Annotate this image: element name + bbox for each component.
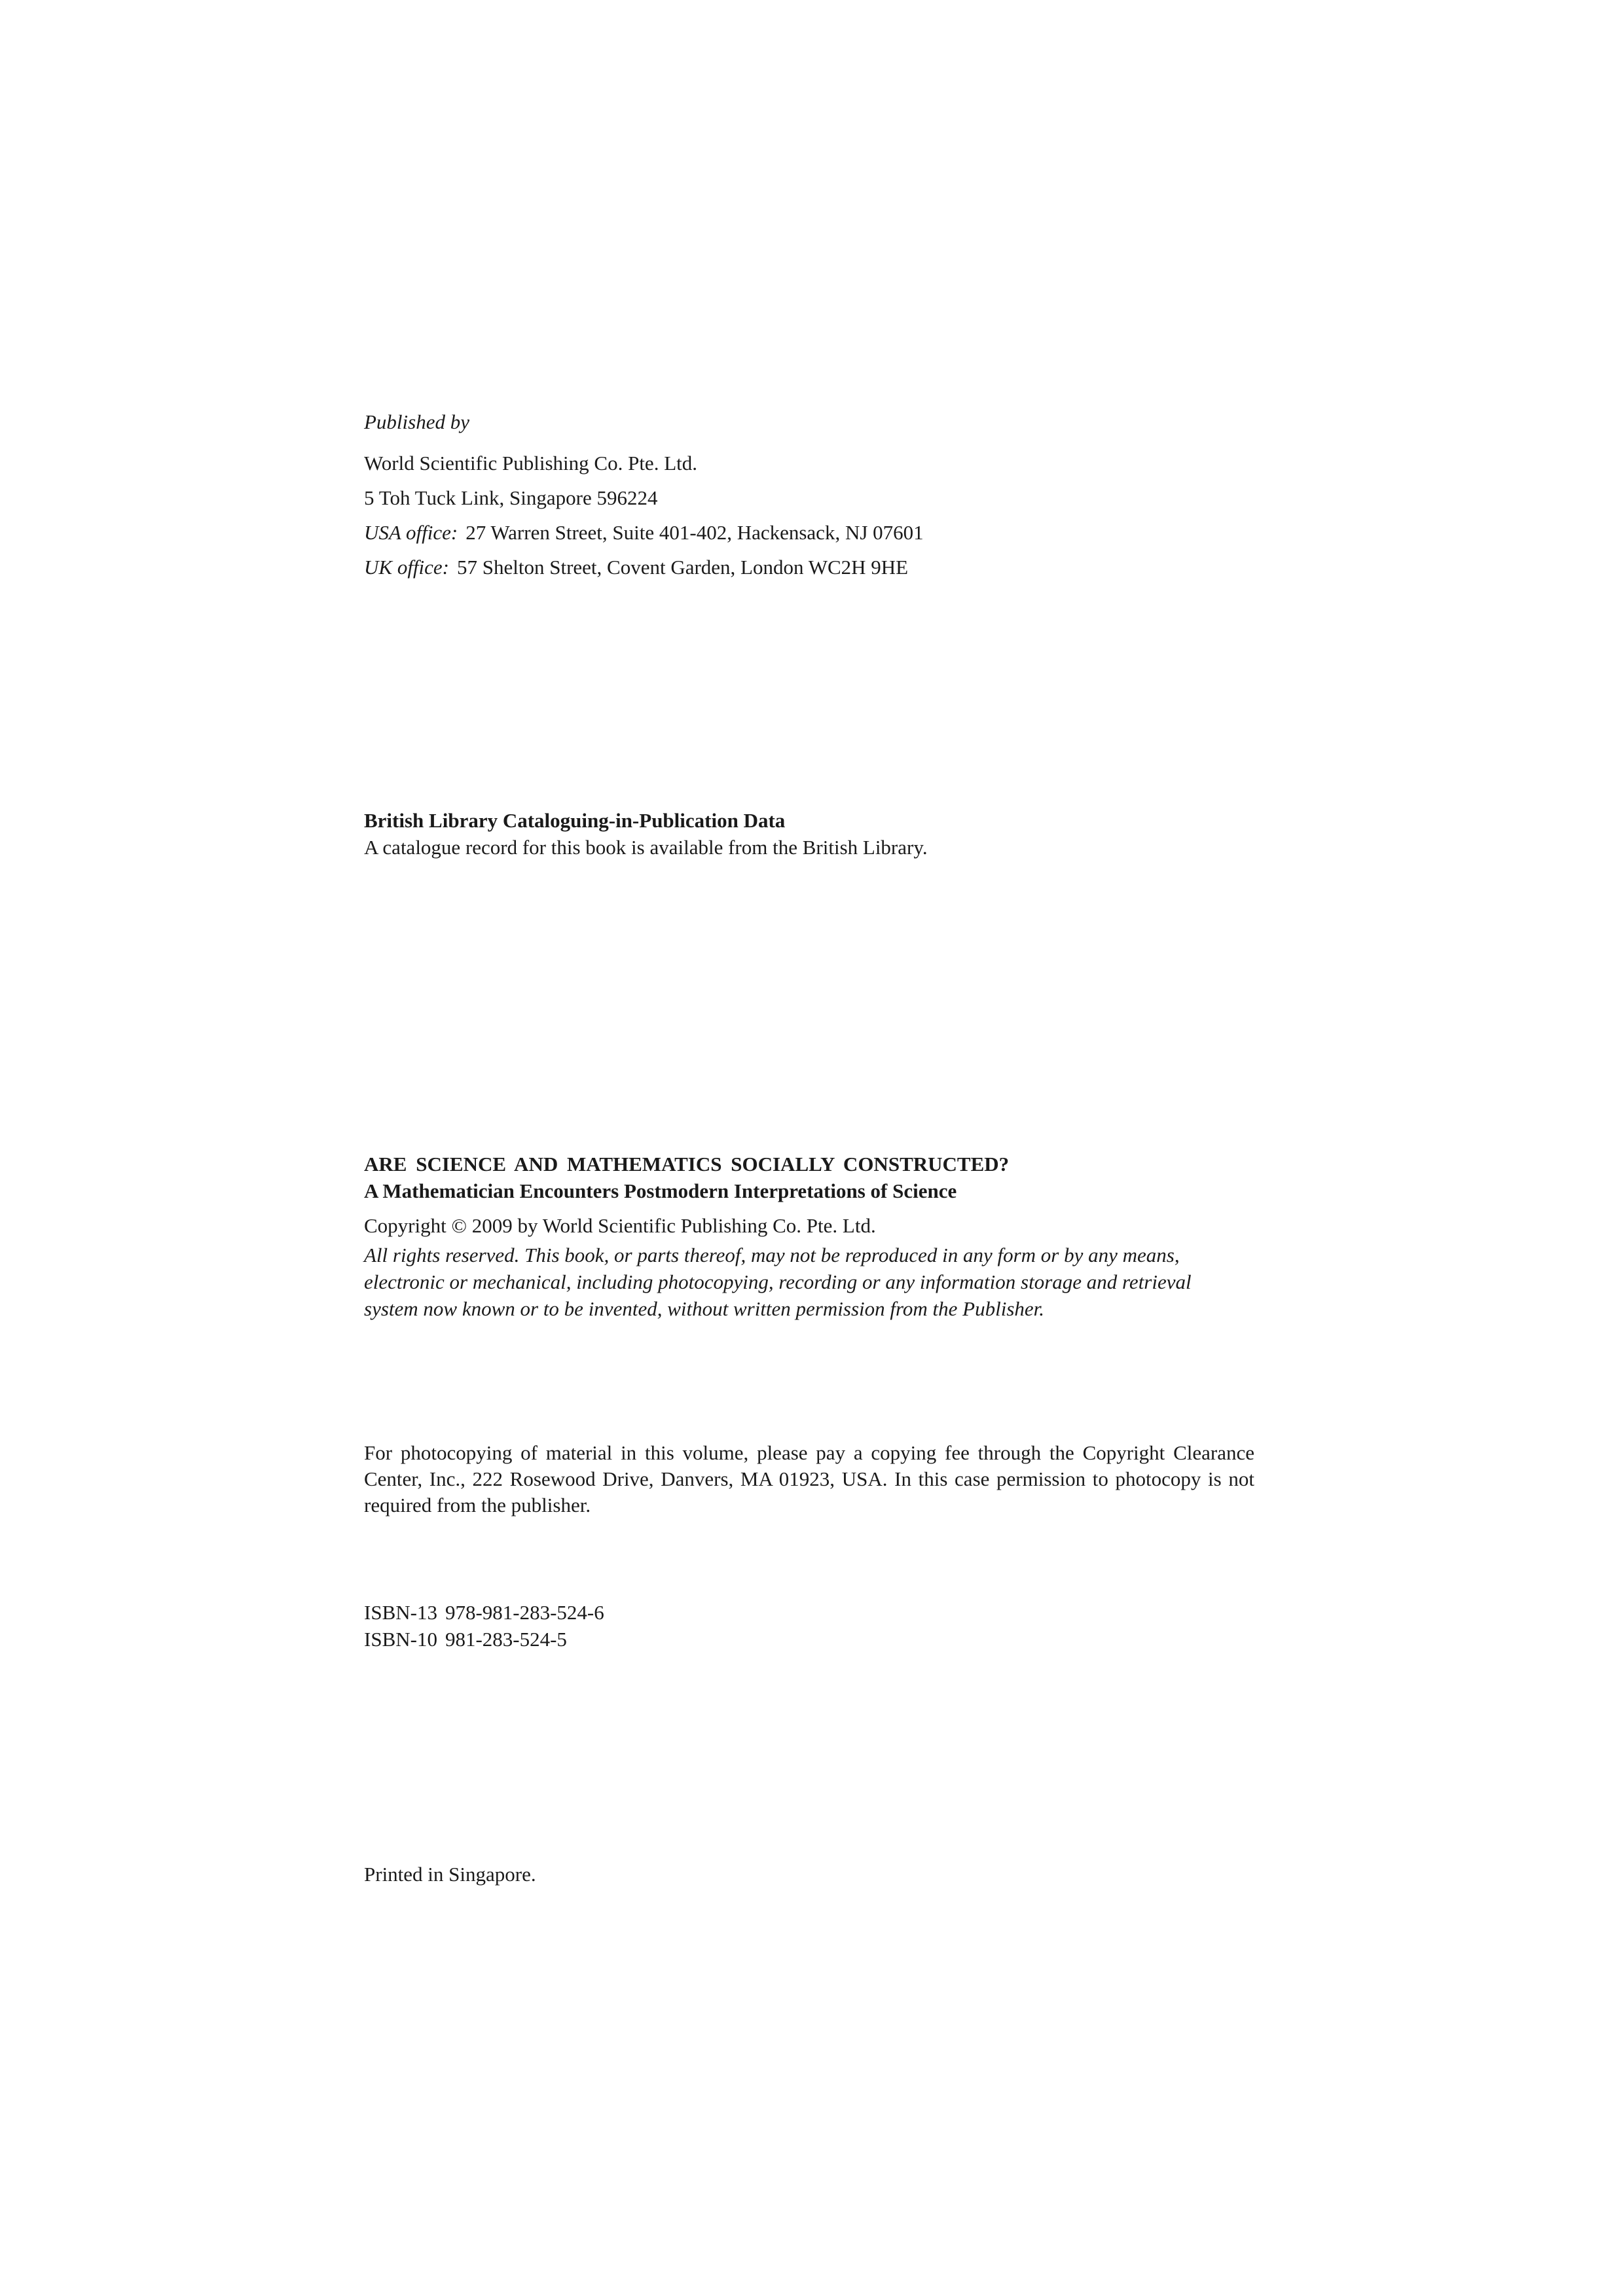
book-title: ARE SCIENCE AND MATHEMATICS SOCIALLY CONSTRUCTED? <box>364 1153 1010 1175</box>
publisher-block <box>364 408 1254 581</box>
published-by-label: Published by <box>364 410 469 433</box>
usa-office-line <box>364 519 1254 546</box>
isbn-13-label: ISBN-13 <box>364 1601 437 1624</box>
isbn-block <box>364 1599 1254 1653</box>
copyright-block <box>364 1151 1254 1322</box>
uk-office-line <box>364 554 1254 581</box>
isbn-13-line <box>364 1599 1254 1626</box>
copyright-line: Copyright © 2009 by World Scientific Publishing Co. Pte. Ltd. <box>364 1214 876 1237</box>
book-subtitle: A Mathematician Encounters Postmodern Interpretations of Science <box>364 1179 957 1202</box>
usa-office-address: 27 Warren Street, Suite 401-402, Hackensack, NJ 07601 <box>465 521 924 544</box>
publisher-name: World Scientific Publishing Co. Pte. Ltd. <box>364 452 697 475</box>
uk-office-address: 57 Shelton Street, Covent Garden, London WC2H 9HE <box>457 556 909 579</box>
isbn-10-line <box>364 1626 1254 1653</box>
isbn-13-value: 978-981-283-524-6 <box>445 1601 604 1624</box>
cip-text: A catalogue record for this book is available from the British Library. <box>364 836 928 859</box>
printed-in: Printed in Singapore. <box>364 1863 536 1886</box>
isbn-10-label: ISBN-10 <box>364 1628 437 1651</box>
rights-line-2: electronic or mechanical, including photocopying, recording or any information storage and retrieval <box>364 1270 1192 1293</box>
cip-block <box>364 807 1254 861</box>
publisher-address: 5 Toh Tuck Link, Singapore 596224 <box>364 486 658 509</box>
isbn-10-value: 981-283-524-5 <box>445 1628 567 1651</box>
cip-heading: British Library Cataloguing-in-Publication Data <box>364 809 786 832</box>
usa-office-label: USA office: <box>364 521 458 544</box>
photocopy-notice: For photocopying of material in this volume, please pay a copying fee through the Copyright Clearance Center, Inc., 222 Rosewood Drive, Danvers, MA 01923, USA. In this case permission to photocopy is not required from the publisher. <box>364 1441 1254 1516</box>
rights-line-1: All rights reserved. This book, or parts thereof, may not be reproduced in any form or by any means, <box>364 1244 1180 1266</box>
printed-block <box>364 1861 1254 1888</box>
rights-line-3: system now known or to be invented, without written permission from the Publisher. <box>364 1297 1045 1320</box>
uk-office-label: UK office: <box>364 556 449 579</box>
